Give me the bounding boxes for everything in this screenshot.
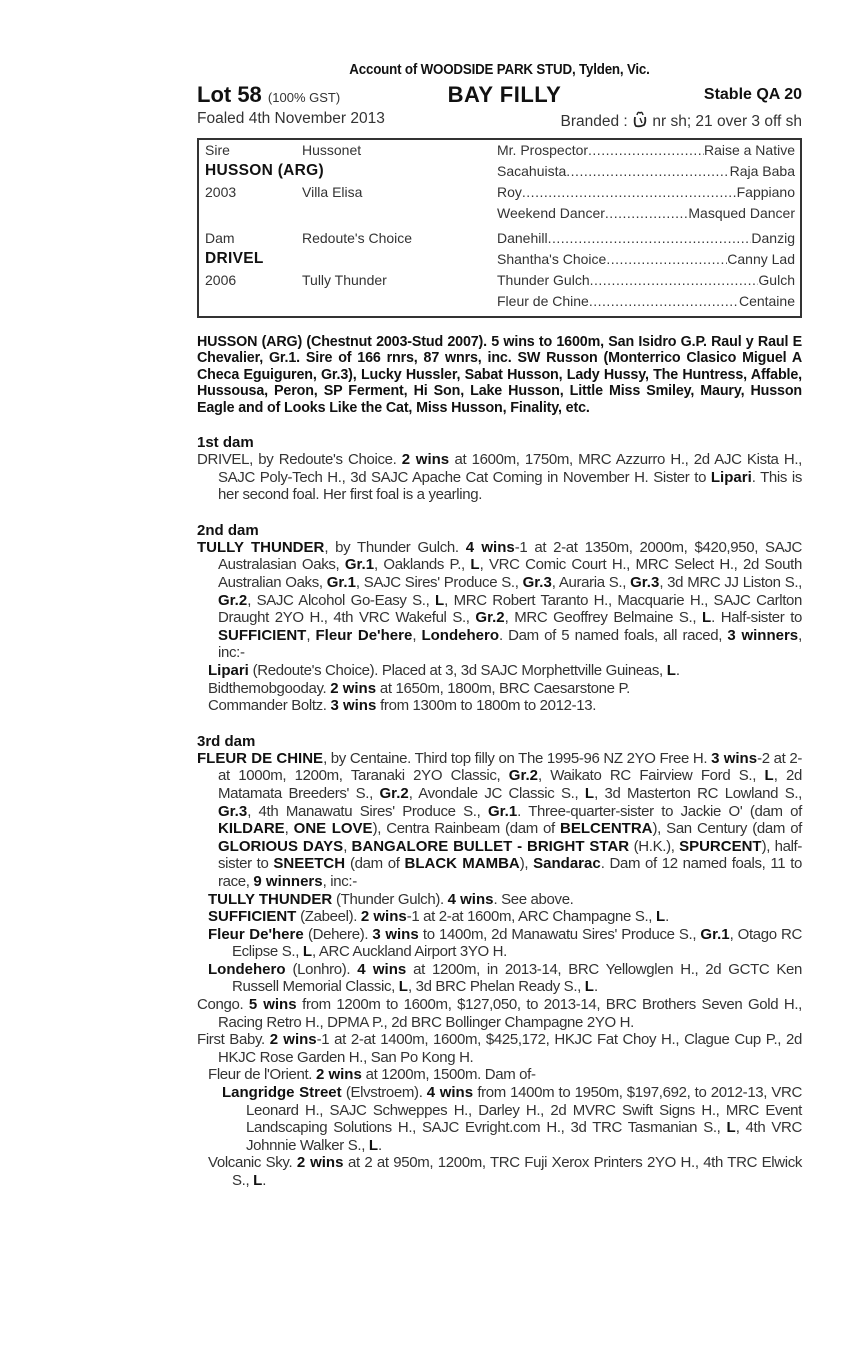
bold-text: L	[584, 978, 594, 996]
bold-text: 2 wins	[296, 1154, 344, 1172]
progeny-entry	[197, 926, 802, 961]
bold-text: 3 wins	[372, 925, 419, 943]
bold-text: TULLY THUNDER	[197, 538, 325, 556]
bold-text: SNEETCH	[273, 855, 346, 873]
great-grandparent-row	[497, 291, 795, 311]
great-grandparent-sire: Canny Lad	[727, 251, 795, 267]
sire-summary: HUSSON (ARG) (Chestnut 2003-Stud 2007). 5 wins to 1600m, San Isidro G.P. Raul y Raul E Chevalier, Gr.1. Sire of 166 rnrs, 87 wnrs, inc. SW Russon (Monterrico Clasico Miguel A Checa Eguiguren, Gr.3), Lucky Hussler, Sabat Husson, Lady Hussy, The Huntress, Affable, Hussousa, Peron, SP Ferment, Hi Son, Lake Husson, Little Miss Smiley, Maury, Husson Eagle and of Looks Like the Cat, Miss Husson, Finality, etc.	[197, 334, 802, 416]
bold-text: Fleur De'here	[208, 925, 304, 943]
text: .	[262, 1172, 267, 1189]
progeny-entry	[197, 680, 802, 698]
text: from 1300m to 1800m to 2012-13.	[376, 697, 597, 715]
text: . Dam of 12 named foals, 11 to race,	[218, 855, 803, 890]
great-grandparent: Sacahuista	[497, 163, 567, 179]
great-grandparent: Danehill	[497, 230, 548, 246]
bold-text: L	[666, 661, 676, 679]
bold-text: Sandarac	[533, 855, 601, 873]
text: at 1200m, in 2013-14, BRC Yellowglen H., 2d GCTC Ken Russell Memorial Classic,	[232, 960, 802, 996]
leader-dots	[590, 270, 759, 290]
text: to 1400m, 2d Manawatu Sires' Produce S.,	[418, 925, 701, 943]
text: Bidthemobgooday.	[208, 679, 331, 697]
text: , MRC Robert Taranto H., Macquarie H., SAJC Carlton Draught 2YO H., 4th VRC Wakeful S.,	[218, 591, 802, 627]
bold-text: Gr.3	[522, 574, 552, 591]
bold-text: GLORIOUS DAYS	[218, 837, 344, 855]
great-grandparent-sire: Masqued Dancer	[688, 205, 795, 221]
text: ), half-sister to	[218, 837, 803, 873]
bold-text: Gr.1	[326, 574, 356, 591]
bold-text: BELCENTRA	[560, 820, 653, 838]
foaled-date: Foaled 4th November 2013	[197, 110, 385, 127]
progeny-entry	[197, 961, 802, 996]
text: (Lonhro).	[285, 960, 358, 978]
gst-note: (100% GST)	[267, 90, 341, 105]
great-grandparent-row	[497, 249, 795, 269]
text: Commander Boltz.	[208, 697, 331, 715]
text: -1 at 2-at 1350m, 2000m, $420,950, SAJC Australasian Oaks,	[218, 538, 802, 574]
bold-text: Gr.3	[630, 574, 660, 591]
section-heading: 1st dam	[197, 434, 254, 452]
brand-details: nr sh; 21 over 3 off sh	[652, 113, 802, 130]
bold-text: Londehero	[421, 626, 499, 644]
text: from 1400m to 1950m, $197,692, to 2012-13, VRC Leonard H., SAJC Schweppes H., Darley H., 2d MVRC Swift Signs H., MRC Event Landscaping Solutions H., SAJC Evright.com H., 3d TRC Tasmanian S.,	[246, 1084, 802, 1137]
progeny-entry	[197, 1154, 802, 1189]
bold-text: TULLY THUNDER	[208, 890, 333, 908]
text: . Three-quarter-sister to Jackie O' (dam of	[517, 802, 802, 820]
bold-text: 2 wins	[330, 679, 377, 697]
bold-text: L	[764, 767, 774, 785]
bold-text: SUFFICIENT	[208, 908, 297, 926]
great-grandparent: Weekend Dancer	[497, 205, 605, 221]
text: , VRC Comic Court H., MRC Select H., 2d South Australian Oaks,	[218, 556, 802, 591]
bold-text: L	[584, 784, 595, 802]
text: at 2 at 950m, 1200m, TRC Fuji Xerox Printers 2YO H., 4th TRC Elwick S.,	[232, 1154, 803, 1189]
leader-dots	[566, 161, 729, 181]
text: ,	[306, 626, 316, 644]
bold-text: KILDARE	[218, 820, 285, 838]
dam-paragraph	[197, 750, 802, 891]
bold-text: L	[435, 591, 445, 609]
bold-text: 2 wins	[401, 451, 450, 469]
great-grandparent-sire: Danzig	[751, 230, 795, 246]
bold-text: Gr.2	[379, 784, 409, 802]
foaling-row	[197, 110, 802, 132]
text: (dam of	[345, 855, 405, 873]
great-grandparent-sire: Fappiano	[736, 184, 795, 200]
text: , Otago RC Eclipse S.,	[232, 925, 802, 961]
sire-name: HUSSON (ARG)	[205, 162, 324, 179]
text: -2 at 2-at 1000m, 1200m, Taranaki 2YO Classic,	[218, 749, 802, 785]
great-grandparent: Roy	[497, 184, 522, 200]
progeny-entry	[197, 1031, 802, 1066]
dam-name: DRIVEL	[205, 250, 264, 267]
text: , SAJC Alcohol Go-Easy S.,	[247, 591, 435, 609]
dam-label: Dam	[205, 230, 235, 246]
pedigree-table	[197, 138, 802, 318]
bold-text: 9 winners	[253, 872, 323, 890]
great-grandparent-row	[497, 270, 795, 290]
text: . See above.	[493, 890, 574, 908]
bold-text: Gr.1	[487, 802, 518, 820]
branded-label: Branded :	[560, 113, 628, 130]
section-heading: 3rd dam	[197, 732, 256, 750]
text: , 3d BRC Phelan Ready S.,	[407, 978, 585, 996]
text: , 3d MRC JJ Liston S.,	[659, 574, 802, 591]
text: , 4th VRC Johnnie Walker S.,	[246, 1119, 803, 1154]
bold-text: Gr.2	[218, 591, 248, 609]
great-grandparent-sire: Gulch	[758, 272, 795, 288]
lot-row	[197, 82, 802, 110]
text: -1 at 2-at 1400m, 1600m, $425,172, HKJC Fat Choy H., Clague Cup P., 2d HKJC Rose Garden H., San Po Kong H.	[218, 1031, 802, 1066]
brand-info	[561, 110, 802, 131]
text: Volcanic Sky.	[208, 1154, 297, 1172]
sire-label: Sire	[205, 142, 230, 158]
text: , MRC Geoffrey Belmaine S.,	[504, 609, 702, 627]
text: ,	[343, 837, 352, 855]
text: (Redoute's Choice). Placed at 3, 3d SAJC Morphettville Guineas,	[248, 661, 667, 679]
text: , SAJC Sires' Produce S.,	[355, 574, 523, 591]
grandsire: Hussonet	[302, 142, 362, 158]
progeny-entry	[197, 662, 802, 680]
bold-text: Lipari	[710, 468, 752, 486]
leader-dots	[589, 291, 739, 311]
leader-dots	[606, 249, 727, 269]
bold-text: L	[253, 1172, 263, 1189]
bold-text: L	[701, 609, 712, 627]
text: , Avondale JC Classic S.,	[408, 784, 585, 802]
text: ), San Century (dam of	[652, 820, 802, 838]
bold-text: 4 wins	[357, 960, 407, 978]
bold-text: Londehero	[208, 960, 286, 978]
bold-text: SUFFICIENT	[218, 626, 307, 644]
bold-text: L	[398, 978, 408, 996]
text: ), Centra Rainbeam (dam of	[372, 820, 561, 838]
great-grandparent: Fleur de Chine	[497, 293, 589, 309]
text: , 4th Manawatu Sires' Produce S.,	[247, 802, 488, 820]
text: Fleur de l'Orient.	[208, 1066, 316, 1084]
bold-text: L	[655, 908, 666, 926]
bold-text: Lipari	[208, 661, 249, 679]
great-grandparent-sire: Raja Baba	[729, 163, 795, 179]
text: at 1200m, 1500m. Dam of-	[361, 1066, 536, 1084]
leader-dots	[548, 228, 752, 248]
bold-text: 4 wins	[465, 538, 515, 556]
dam-sections	[197, 434, 802, 1190]
bold-text: L	[726, 1119, 736, 1137]
great-grandparent: Shantha's Choice	[497, 251, 607, 267]
text: .	[665, 908, 669, 926]
bold-text: Gr.3	[218, 802, 248, 820]
bold-text: 2 wins	[315, 1066, 362, 1084]
leader-dots	[522, 182, 737, 202]
text: (H.K.),	[629, 837, 680, 855]
bold-text: 4 wins	[447, 890, 494, 908]
text: at 1600m, 1750m, MRC Azzurro H., 2d AJC Kista H., SAJC Poly-Tech H., 3d SAJC Apache Cat Coming in November H. Sister to	[218, 451, 802, 486]
bold-text: 3 wins	[330, 697, 377, 715]
text: .	[378, 1136, 382, 1154]
brand-mark-icon	[632, 110, 648, 128]
progeny-entry	[197, 908, 802, 926]
text: ,	[412, 626, 422, 644]
text: First Baby.	[197, 1031, 270, 1049]
text: . This is her second foal. Her first foal is a yearling.	[218, 468, 802, 504]
text: DRIVEL, by Redoute's Choice.	[197, 451, 402, 469]
bold-text: 2 wins	[269, 1031, 317, 1049]
bold-text: Gr.1	[700, 925, 730, 943]
second-dam: Tully Thunder	[302, 272, 387, 288]
text: .	[593, 978, 598, 996]
text: , by Thunder Gulch.	[324, 538, 466, 556]
text: (Elvstroem).	[341, 1084, 427, 1102]
bold-text: 2 wins	[360, 908, 407, 926]
text: (Zabeel).	[296, 908, 361, 926]
sire-year: 2003	[205, 184, 237, 200]
great-grandparent-row	[497, 228, 795, 248]
text: ),	[519, 855, 534, 873]
text: . Dam of 5 named foals, all raced,	[498, 626, 728, 644]
progeny-entry	[197, 891, 802, 909]
progeny-entry	[197, 1066, 802, 1084]
text: , ARC Auckland Airport 3YO H.	[312, 943, 507, 961]
bold-text: ONE LOVE	[293, 820, 373, 838]
bold-text: 3 winners	[727, 626, 799, 644]
great-grandparent-row	[497, 203, 795, 223]
great-grandparent: Thunder Gulch	[497, 272, 590, 288]
great-grandparent: Mr. Prospector	[497, 142, 589, 158]
text: , 3d Masterton RC Lowland S.,	[594, 784, 802, 802]
progeny-entry	[197, 996, 802, 1031]
text: (Thunder Gulch).	[332, 890, 448, 908]
text: from 1200m to 1600m, $127,050, to 2013-14, BRC Brothers Seven Gold H., Racing Retro H., DPMA P., 2d BRC Bollinger Champagne 2YO H.	[218, 996, 802, 1031]
bold-text: Fleur De'here	[315, 626, 413, 644]
text: , Waikato RC Fairview Ford S.,	[537, 767, 765, 785]
bold-text: Gr.2	[475, 609, 505, 627]
text: .	[675, 661, 680, 679]
bold-text: L	[368, 1136, 379, 1154]
dam-paragraph	[197, 451, 802, 504]
dam-paragraph	[197, 539, 802, 662]
section-heading: 2nd dam	[197, 521, 259, 539]
text: , Auraria S.,	[551, 574, 631, 591]
bold-text: SPURCENT	[679, 837, 762, 855]
text: , by Centaine. Third top filly on The 1995-96 NZ 2YO Free H.	[323, 749, 712, 767]
text: , inc:-	[218, 626, 802, 662]
great-grandparent-row	[497, 182, 795, 202]
text: , Oaklands P.,	[374, 556, 471, 574]
great-grandparent-sire: Raise a Native	[703, 142, 795, 158]
great-grandparent-sire: Centaine	[738, 293, 795, 309]
text: at 1650m, 1800m, BRC Caesarstone P.	[376, 679, 630, 697]
bold-text: 5 wins	[248, 996, 297, 1014]
bold-text: L	[302, 943, 313, 961]
text: (Dehere).	[303, 925, 373, 943]
leader-dots	[588, 140, 704, 160]
text: ,	[284, 820, 294, 838]
bold-text: Gr.2	[508, 767, 538, 785]
vendor-account: Account of WOODSIDE PARK STUD, Tylden, Vic.	[349, 62, 650, 78]
dam-year: 2006	[205, 272, 237, 288]
text: , 2d Matamata Breeders' S.,	[218, 767, 802, 802]
leader-dots	[605, 203, 688, 223]
stable-location: Stable QA 20	[703, 86, 802, 103]
progeny-entry	[197, 1084, 802, 1154]
great-grandparent-row	[497, 140, 795, 160]
bold-text: BLACK MAMBA	[404, 855, 520, 873]
bold-text: Gr.1	[344, 556, 375, 574]
text: . Half-sister to	[711, 609, 803, 627]
bold-text: FLEUR DE CHINE	[197, 749, 324, 767]
great-grandparent-row	[497, 161, 795, 181]
damsire: Redoute's Choice	[302, 230, 413, 246]
colour-sex: BAY FILLY	[447, 82, 562, 107]
bold-text: 3 wins	[711, 749, 758, 767]
catalogue-page	[197, 62, 802, 1190]
text: , inc:-	[322, 872, 357, 890]
text: Congo.	[197, 996, 249, 1014]
text: -1 at 2-at 1600m, ARC Champagne S.,	[406, 908, 656, 926]
bold-text: L	[470, 556, 480, 574]
bold-text: BANGALORE BULLET - BRIGHT STAR	[351, 837, 630, 855]
lot-label: Lot 58	[197, 82, 262, 107]
bold-text: Langridge Street	[222, 1084, 342, 1102]
progeny-entry	[197, 697, 802, 715]
bold-text: 4 wins	[426, 1084, 474, 1102]
granddam: Villa Elisa	[302, 184, 363, 200]
